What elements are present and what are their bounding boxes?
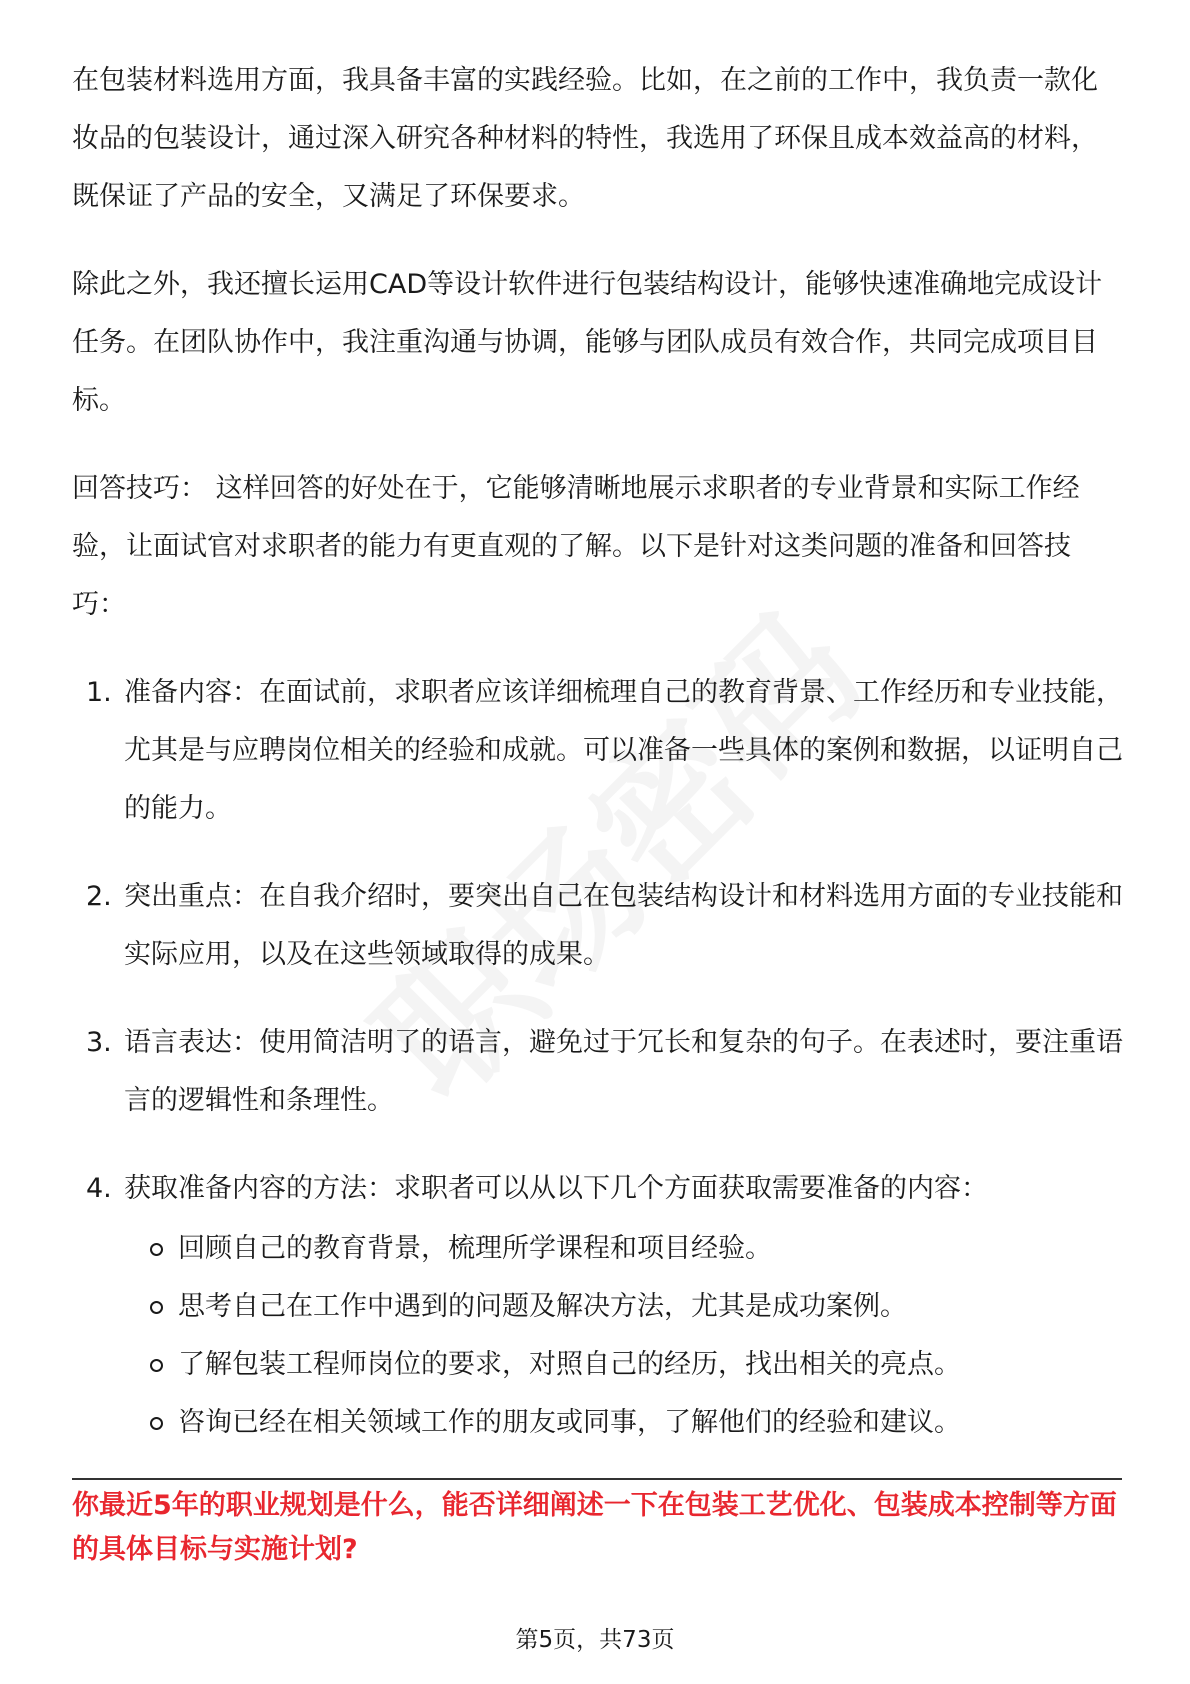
list-item-text: 突出重点：在自我介绍时，要突出自己在包装结构设计和材料选用方面的专业技能和实际应用，以及在这些领域取得的成果。	[124, 881, 1123, 970]
sublist-item-text: 思考自己在工作中遇到的问题及解决方法，尤其是成功案例。	[178, 1291, 907, 1322]
answer-tips-intro: 回答技巧： 这样回答的好处在于，它能够清晰地展示求职者的专业背景和实际工作经验，让面试官对求职者的能力有更直观的了解。以下是针对这类问题的准备和回答技巧：	[72, 473, 1080, 620]
circle-bullet-icon	[150, 1301, 163, 1314]
sublist-item-text: 咨询已经在相关领域工作的朋友或同事，了解他们的经验和建议。	[178, 1407, 961, 1438]
circle-bullet-icon	[150, 1359, 163, 1372]
sublist-item-text: 回顾自己的教育背景，梳理所学课程和项目经验。	[178, 1233, 772, 1264]
page-footer: 第5页，共73页	[515, 1627, 675, 1653]
list-item-number: 1.	[86, 677, 112, 708]
answer-paragraph-materials: 在包装材料选用方面，我具备丰富的实践经验。比如，在之前的工作中，我负责一款化妆品的包装设计，通过深入研究各种材料的特性，我选用了环保且成本效益高的材料，既保证了产品的安全，又满足了环保要求。	[72, 65, 1098, 212]
list-item-text: 准备内容：在面试前，求职者应该详细梳理自己的教育背景、工作经历和专业技能，尤其是与应聘岗位相关的经验和成就。可以准备一些具体的案例和数据，以证明自己的能力。	[124, 677, 1123, 824]
list-item-text: 语言表达：使用简洁明了的语言，避免过于冗长和复杂的句子。在表述时，要注重语言的逻辑性和条理性。	[124, 1027, 1123, 1116]
list-item-number: 4.	[86, 1173, 112, 1204]
sublist-item-text: 了解包装工程师岗位的要求，对照自己的经历，找出相关的亮点。	[178, 1349, 961, 1380]
section-divider	[72, 1478, 1122, 1480]
circle-bullet-icon	[150, 1243, 163, 1256]
answer-paragraph-cad: 除此之外，我还擅长运用CAD等设计软件进行包装结构设计，能够快速准确地完成设计任务。在团队协作中，我注重沟通与协调，能够与团队成员有效合作，共同完成项目目标。	[72, 269, 1103, 416]
list-item-number: 2.	[86, 881, 112, 912]
next-question-heading: 你最近5年的职业规划是什么，能否详细阐述一下在包装工艺优化、包装成本控制等方面的具体目标与实施计划?	[72, 1490, 1117, 1565]
list-item-number: 3.	[86, 1027, 112, 1058]
circle-bullet-icon	[150, 1417, 163, 1430]
list-item-text: 获取准备内容的方法：求职者可以从以下几个方面获取需要准备的内容：	[124, 1173, 988, 1204]
